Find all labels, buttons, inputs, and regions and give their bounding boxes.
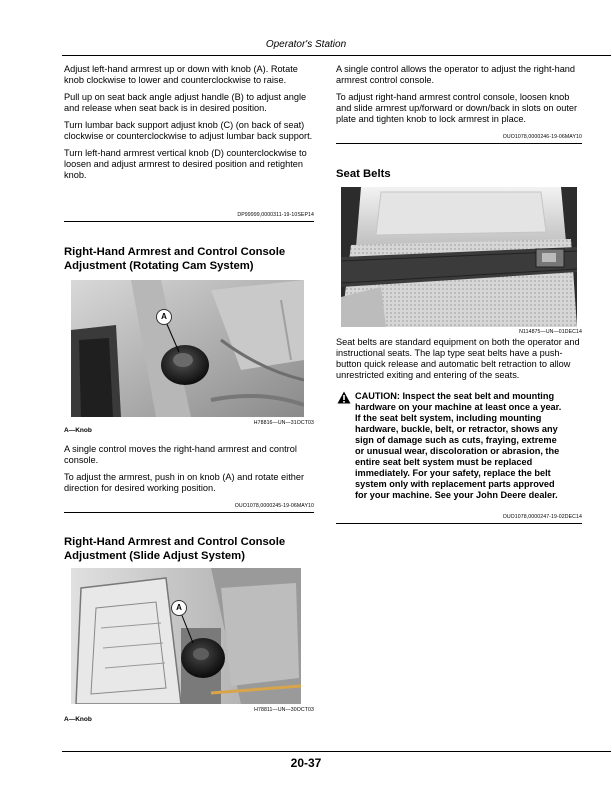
heading-line: Adjustment (Slide Adjust System) [64,549,245,562]
section-rule [64,221,314,222]
paragraph: Seat belts are standard equipment on both the operator and instructional seats. The lap type seat belts have a push-button quick release and automatic belt retraction to allow unrestricted exiting and entering of the seats. [336,337,580,380]
knob-photo-rotating-cam-drawing [71,280,304,417]
caution-line: immediately. For your safety, replace the belt [355,468,551,478]
warning-triangle-icon [337,391,351,404]
caution-line: CAUTION: Inspect the seat belt and mounting [355,391,555,401]
right-intro-text [336,64,584,125]
image-id: N114875—UN—01DEC14 [519,329,582,335]
caution-line: system only with replacement parts approved [355,479,555,489]
heading-line: Right-Hand Armrest and Control Console [64,246,286,258]
seat-belt-photo-drawing [341,187,577,327]
section-rule [336,523,582,524]
footer-rule [62,751,611,752]
figure-caption: A—Knob [64,427,92,434]
caution-line: hardware on your machine at least once a year. [355,402,562,412]
left-intro-text [64,64,316,181]
heading-line: Right-Hand Armrest and Control Console [64,536,286,548]
knob-photo-rotating-cam [71,280,304,417]
reference-code: DP99999,0000311-19-10SEP14 [237,212,314,218]
section-rule [64,512,314,513]
section-heading-rotating-cam [64,246,316,273]
paragraph: To adjust right-hand armrest control console, loosen knob and slide armrest up/forward or down/back in slots on outer plate and tighten knob to lock armrest in place. [336,92,578,124]
page-number: 20-37 [290,756,322,770]
image-id: H78816—UN—31OCT03 [253,420,314,426]
section-heading-slide-adjust [64,536,316,563]
callout-a: A [156,309,172,325]
caution-line: hardware, buckle, belt, or retractor, shows any [355,424,558,434]
section-rule [336,143,582,144]
reference-code: OUO1078,0000247-19-02DEC14 [502,514,582,520]
paragraph: Turn lumbar back support adjust knob (C) (on back of seat) clockwise or counterclockwise to adjust lumbar back support. [64,120,313,141]
paragraph: A single control allows the operator to adjust the right-hand armrest control console. [336,64,576,85]
rotating-cam-text [64,444,316,494]
seat-belt-photo [341,187,577,327]
paragraph: A single control moves the right-hand armrest and control console. [64,444,297,465]
heading-line: Adjustment (Rotating Cam System) [64,259,254,272]
paragraph: Adjust left-hand armrest up or down with knob (A). Rotate knob clockwise to lower and counterclockwise to raise. [64,64,298,85]
seat-belts-text [336,337,584,381]
section-heading-seat-belts: Seat Belts [336,168,391,180]
paragraph: To adjust the armrest, push in on knob (A) and rotate either direction for desired working position. [64,472,305,493]
caution-text [355,391,595,501]
paragraph: Turn left-hand armrest vertical knob (D) counterclockwise to loosen and adjust armrest to desired position and retighten knob. [64,148,307,180]
header-rule [62,55,611,56]
caution-line: If the seat belt system, including mounting [355,413,542,423]
caution-line: sign of damage such as cuts, fraying, extreme [355,435,557,445]
image-id: H78811—UN—30OCT03 [254,707,314,713]
knob-photo-slide-adjust [71,568,301,704]
callout-a: A [171,600,187,616]
figure-caption: A—Knob [64,716,92,723]
caution-line: or unusual wear, discoloration or abrasion, the [355,446,560,456]
paragraph: Pull up on seat back angle adjust handle (B) to adjust angle and release when seat back is in desired position. [64,92,307,113]
caution-line: for your machine. See your John Deere dealer. [355,490,558,500]
page-header-title: Operator's Station [265,39,347,50]
caution-line: entire seat belt system must be replaced [355,457,533,467]
knob-photo-slide-adjust-drawing [71,568,301,704]
reference-code: OUO1078,0000246-19-06MAY10 [502,134,582,140]
reference-code: OUO1078,0000245-19-06MAY10 [234,503,314,509]
